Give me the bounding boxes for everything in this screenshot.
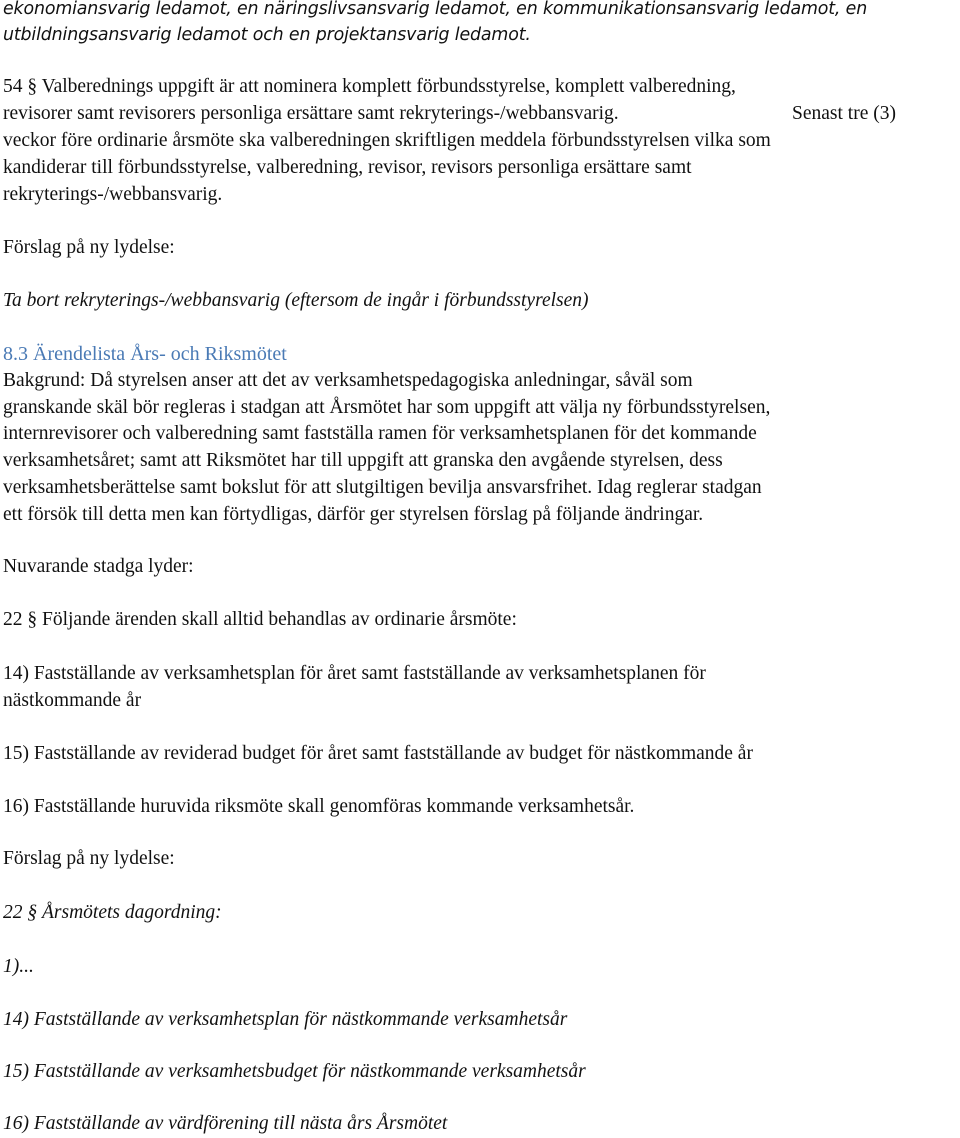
- list-item: 16) Fastställande av värdförening till nästa års Årsmötet: [3, 1113, 448, 1134]
- list-item: 15) Fastställande av reviderad budget för året samt fastställande av budget för nästkommande år: [3, 743, 753, 764]
- proposal-text: Ta bort rekryterings-/webbansvarig (eftersom de ingår i förbundsstyrelsen): [3, 290, 589, 311]
- list-item: 16) Fastställande huruvida riksmöte skall genomföras kommande verksamhetsår.: [3, 796, 635, 817]
- paragraph-line: Senast tre (3): [792, 103, 896, 124]
- list-item: 14) Fastställande av verksamhetsplan för nästkommande verksamhetsår: [3, 1009, 568, 1030]
- paragraph-line: granskande skäl bör regleras i stadgan att Årsmötet har som uppgift att välja ny förbundsstyrelsen,: [3, 397, 771, 418]
- paragraph-line: kandiderar till förbundsstyrelse, valberedning, revisor, revisors personliga ersättare samt: [3, 157, 692, 178]
- current-statute-label: Nuvarande stadga lyder:: [3, 556, 194, 577]
- paragraph-line: utbildningsansvarig ledamot och en projektansvarig ledamot.: [3, 25, 531, 45]
- paragraph-line: verksamhetsåret; samt att Riksmötet har till uppgift att granska den avgående styrelsen, dess: [3, 450, 723, 471]
- proposal-label: Förslag på ny lydelse:: [3, 237, 175, 258]
- list-item: 1)...: [3, 956, 34, 977]
- paragraph-line: Bakgrund: Då styrelsen anser att det av verksamhetspedagogiska anledningar, såväl som: [3, 370, 693, 391]
- paragraph-line: revisorer samt revisorers personliga ersättare samt rekryterings-/webbansvarig.: [3, 103, 619, 124]
- paragraph-line: rekryterings-/webbansvarig.: [3, 184, 223, 205]
- statute-heading: 22 § Följande ärenden skall alltid behandlas av ordinarie årsmöte:: [3, 609, 517, 630]
- list-item: 15) Fastställande av verksamhetsbudget för nästkommande verksamhetsår: [3, 1061, 586, 1082]
- paragraph-line: 54 § Valberednings uppgift är att nominera komplett förbundsstyrelse, komplett valberedning,: [3, 76, 736, 97]
- section-heading: 8.3 Ärendelista Års- och Riksmötet: [3, 343, 287, 365]
- paragraph-line: ett försök till detta men kan förtydligas, därför ger styrelsen förslag på följande ändringar.: [3, 504, 704, 525]
- list-item: nästkommande år: [3, 690, 142, 711]
- list-item: 14) Fastställande av verksamhetsplan för året samt fastställande av verksamhetsplanen för: [3, 663, 706, 684]
- paragraph-line: veckor före ordinarie årsmöte ska valberedningen skriftligen meddela förbundsstyrelsen vilka som: [3, 130, 771, 151]
- paragraph-line: internrevisorer och valberedning samt fastställa ramen för verksamhetsplanen för det kommande: [3, 423, 757, 444]
- proposal-label: Förslag på ny lydelse:: [3, 848, 175, 869]
- paragraph-line: verksamhetsberättelse samt bokslut för att slutgiltigen bevilja ansvarsfrihet. Idag reglerar stadgan: [3, 477, 762, 498]
- paragraph-line: ekonomiansvarig ledamot, en näringslivsansvarig ledamot, en kommunikationsansvarig ledamot, en: [3, 0, 868, 19]
- proposal-heading: 22 § Årsmötets dagordning:: [3, 902, 222, 923]
